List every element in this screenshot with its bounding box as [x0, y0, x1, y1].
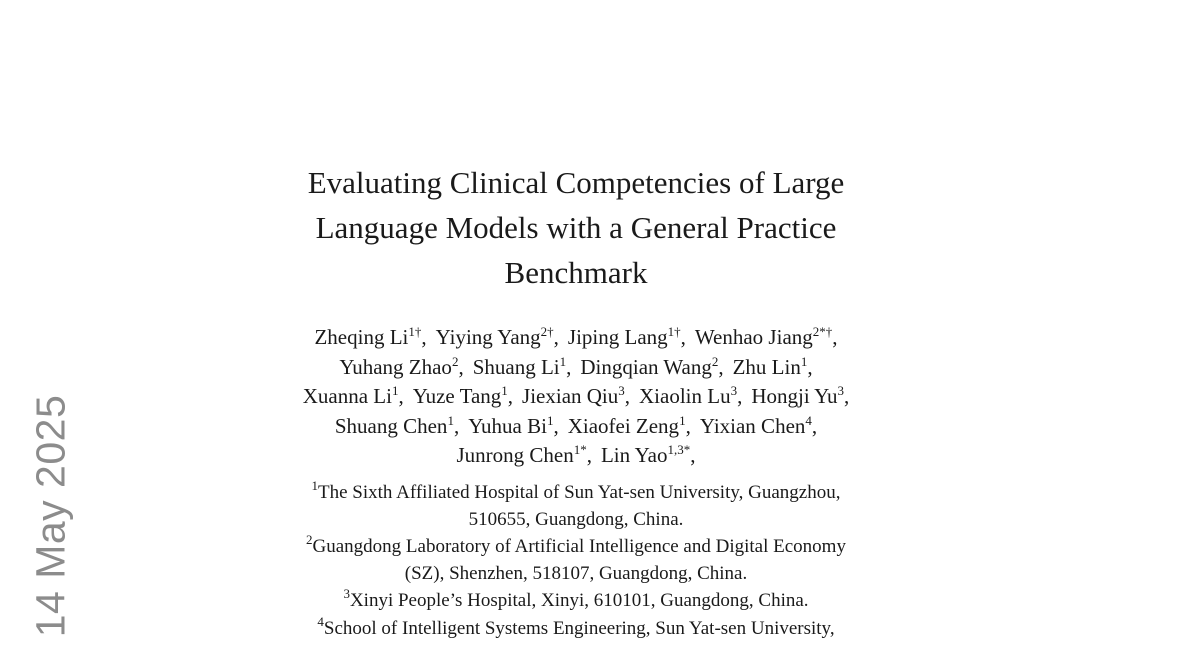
author-affiliation-marker: 1 [559, 353, 567, 369]
paper-header [226, 160, 926, 642]
author: Jiexian Qiu$^3$, [522, 383, 631, 408]
title-line: Evaluating Clinical Competencies of Large [307, 165, 845, 200]
author-line [226, 441, 926, 471]
author-affiliation-marker: 1 [679, 412, 686, 428]
author-list [226, 323, 926, 471]
arxiv-date-stamp: 14 May 2025 [27, 394, 74, 638]
author-line [226, 382, 926, 412]
author-affiliation-marker: 2 [451, 353, 459, 369]
author-affiliation-marker: 3 [618, 383, 625, 398]
author-affiliation-marker: 1 [501, 383, 508, 398]
author-affiliation-marker: 1,3* [667, 442, 691, 457]
author: Zhu Lin$^1$, [732, 353, 813, 379]
affiliation-text: Guangdong Laboratory of Artificial Intelligence and Digital Economy [312, 535, 846, 557]
author: Jiping Lang$^{1\dagger}$, [567, 324, 686, 349]
affiliation-line [226, 560, 926, 587]
author-affiliation-marker: 1 [447, 412, 454, 428]
author-affiliation-marker: 4 [805, 412, 812, 428]
author-line [226, 353, 926, 383]
author: Xiaolin Lu$^3$, [639, 383, 743, 408]
affiliation-text: (SZ), Shenzhen, 518107, Guangdong, China. [404, 563, 748, 585]
affiliation-line [226, 587, 926, 614]
author: Xuanna Li$^1$, [302, 383, 404, 408]
author: Yuhua Bi$^1$, [468, 412, 559, 438]
author-name: Yuze Tang [412, 384, 502, 408]
author: Yuhang Zhao$^2$, [339, 353, 464, 379]
author: Yuze Tang$^1$, [412, 383, 514, 408]
author-affiliation-marker: 2 [711, 353, 719, 369]
author-affiliation-marker: 2† [540, 324, 554, 339]
author-name: Jiexian Qiu [522, 384, 619, 408]
author-name: Wenhao Jiang [694, 325, 813, 349]
author: Shuang Chen$^1$, [334, 412, 460, 438]
author: Junrong Chen$^{1*}$, [456, 442, 592, 467]
affiliation-list [226, 479, 926, 642]
author-name: Lin Yao [600, 443, 668, 467]
author: Yiying Yang$^{2\dagger}$, [435, 324, 559, 349]
author-affiliation-marker: 1† [667, 324, 681, 339]
affiliation-text: 510655, Guangdong, China. [468, 508, 684, 530]
author-name: Junrong Chen [456, 443, 574, 467]
author: Yixian Chen$^4$, [699, 412, 818, 438]
affiliation-marker: 2 [306, 531, 313, 547]
author: Hongji Yu$^3$, [751, 383, 850, 408]
author-name: Hongji Yu [751, 384, 838, 408]
author-line [226, 412, 926, 442]
affiliation-line [226, 533, 926, 560]
author-affiliation-marker: 3 [730, 383, 738, 398]
affiliation-line [226, 615, 926, 642]
author-name: Xiaolin Lu [639, 384, 731, 408]
author: Xiaofei Zeng$^1$, [567, 412, 691, 438]
affiliation-text: The Sixth Affiliated Hospital of Sun Yat-sen University, Guangzhou, [318, 481, 841, 503]
title-line: Language Models with a General Practice [315, 210, 837, 245]
title-line: Benchmark [504, 255, 648, 290]
author-affiliation-marker: 2*† [812, 324, 833, 339]
paper-title [226, 160, 926, 295]
author-name: Yiying Yang [435, 325, 541, 349]
author-name: Yuhang Zhao [339, 354, 452, 379]
author-line [226, 323, 926, 353]
affiliation-marker: 1 [311, 477, 319, 493]
author-name: Dingqian Wang [580, 354, 712, 379]
author-name: Zheqing Li [314, 325, 409, 349]
author-name: Shuang Li [472, 354, 560, 379]
author-affiliation-marker: 1 [546, 412, 554, 428]
author: Lin Yao$^{1,3*}$, [600, 442, 696, 467]
author: Wenhao Jiang$^{2*\dagger}$, [694, 324, 838, 349]
author: Zheqing $Li^{1\dagger}$, [314, 324, 427, 349]
author: Dingqian Wang$^2$, [580, 353, 724, 379]
affiliation-line [226, 479, 926, 506]
affiliation-marker: 3 [343, 586, 350, 602]
author-affiliation-marker: 1* [573, 442, 587, 457]
affiliation-text: School of Intelligent Systems Engineering, Sun Yat-sen University, [323, 617, 835, 639]
author-name: Yixian Chen [699, 413, 806, 438]
author-affiliation-marker: 1 [391, 383, 399, 398]
author-name: Shuang Chen [334, 413, 448, 438]
author-affiliation-marker: 1 [800, 353, 808, 369]
author-affiliation-marker: 1† [408, 324, 422, 339]
affiliation-line [226, 506, 926, 533]
affiliation-marker: 4 [317, 613, 324, 629]
author-name: Jiping Lang [567, 325, 668, 349]
author-name: Xuanna Li [302, 384, 392, 408]
author-name: Xiaofei Zeng [567, 413, 680, 438]
author-name: Zhu Lin [732, 354, 801, 379]
author: Shuang Li$^1$, [472, 353, 572, 379]
affiliation-text: Xinyi People’s Hospital, Xinyi, 610101, Guangdong, China. [349, 590, 809, 612]
author-affiliation-marker: 3 [837, 383, 844, 398]
author-name: Yuhua Bi [468, 413, 547, 438]
